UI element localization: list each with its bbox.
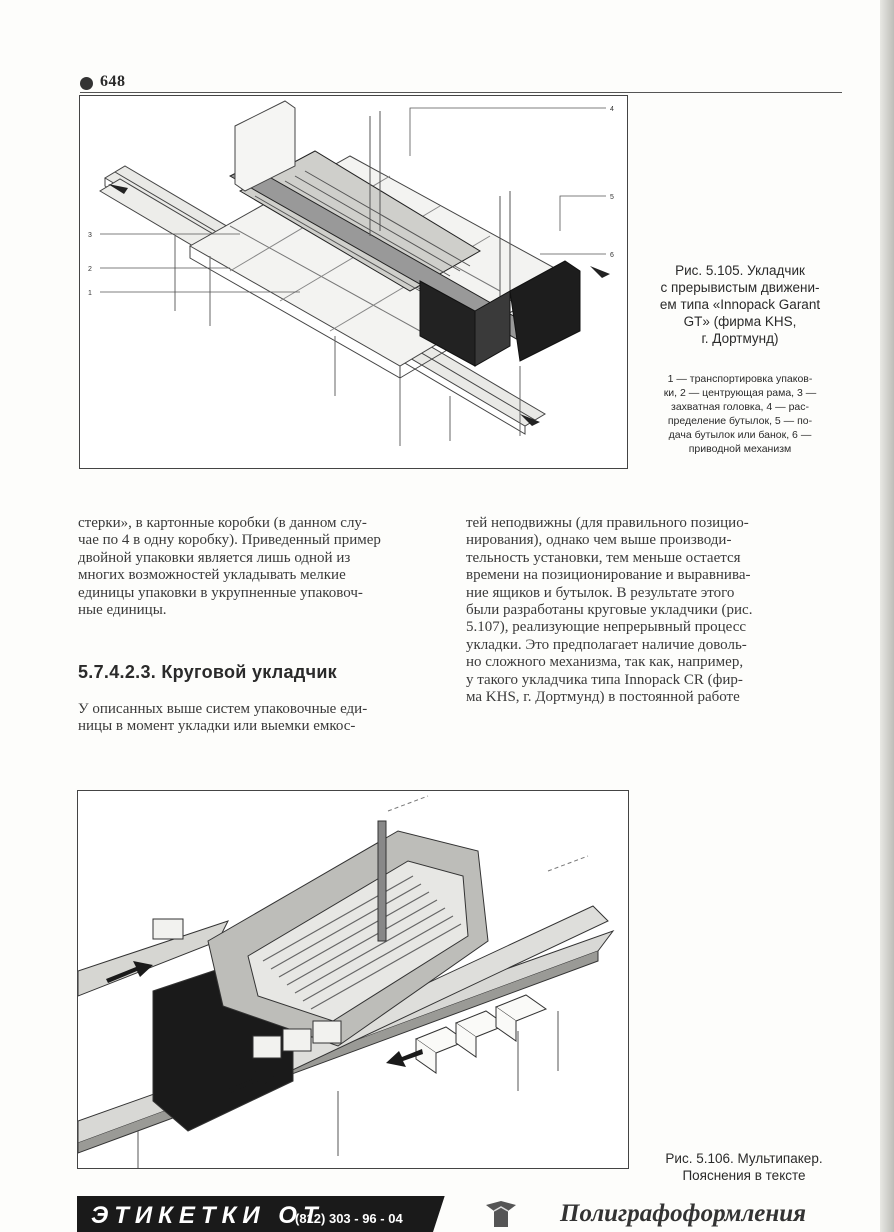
footer-phone: (812) 303 - 96 - 04	[295, 1211, 403, 1226]
callout-4: 4	[610, 106, 614, 113]
body-left-paragraph-1: стерки», в картонные коробки (в данном слу- чае по 4 в одну коробку). Приведенный пример двойной упаковки является лишь одной из многих возможностей укладывать мелкие единицы упаковки в укрупненные упаковоч- ные единицы.	[78, 515, 381, 619]
company-logo-icon	[484, 1199, 518, 1229]
packer-machine-illustration	[80, 96, 627, 468]
section-heading: 5.7.4.2.3. Круговой укладчик	[78, 662, 337, 682]
footer-banner-title: ЭТИКЕТКИ ОТ	[91, 1202, 324, 1229]
figure-5-106-caption: Рис. 5.106. Мультипакер. Пояснения в тексте	[665, 1151, 823, 1183]
multipacker-illustration	[78, 791, 628, 1168]
figure-5-106-image	[77, 790, 629, 1169]
callout-2: 2	[88, 266, 92, 273]
header-rule	[80, 92, 842, 93]
body-right-paragraph: тей неподвижны (для правильного позицио- нирования), однако чем выше производи- тельность установки, тем меньше остается времени на позиционирование и выравнива- ние ящиков и бутылок. В результате этого были разработаны круговые укладчики (рис. 5.107), реализующие непрерывный процесс укладки. Это предполагает наличие доволь- но сложного механизма, так как, например, у такого укладчика типа Innopack CR (фир- ма KHS, г. Дортмунд) в постоянной работе	[466, 515, 753, 706]
figure-5-105-title: Рис. 5.105. Укладчик с прерывистым движени- ем типа «Innopack Garant GT» (фирма KHS, г. Дортмунд)	[659, 263, 821, 346]
callout-5: 5	[610, 194, 614, 201]
callout-1: 1	[88, 290, 92, 297]
body-left-paragraph-2: У описанных выше систем упаковочные еди- ницы в момент укладки или выемки емкос-	[78, 701, 368, 735]
page-edge-shadow	[880, 0, 894, 1232]
page-marker-icon	[80, 77, 93, 90]
figure-5-105-legend: 1 — транспортировка упаков- ки, 2 — центрующая рама, 3 — захватная головка, 4 — рас- пределение бутылок, 5 — по- дача бутылок или банок, 6 — приводной механизм	[663, 373, 817, 455]
figure-5-105-image	[79, 95, 628, 469]
page-number: 648	[100, 73, 126, 90]
callout-6: 6	[610, 252, 614, 259]
callout-3: 3	[88, 232, 92, 239]
footer-company-name: Полиграфоформления	[560, 1200, 807, 1227]
